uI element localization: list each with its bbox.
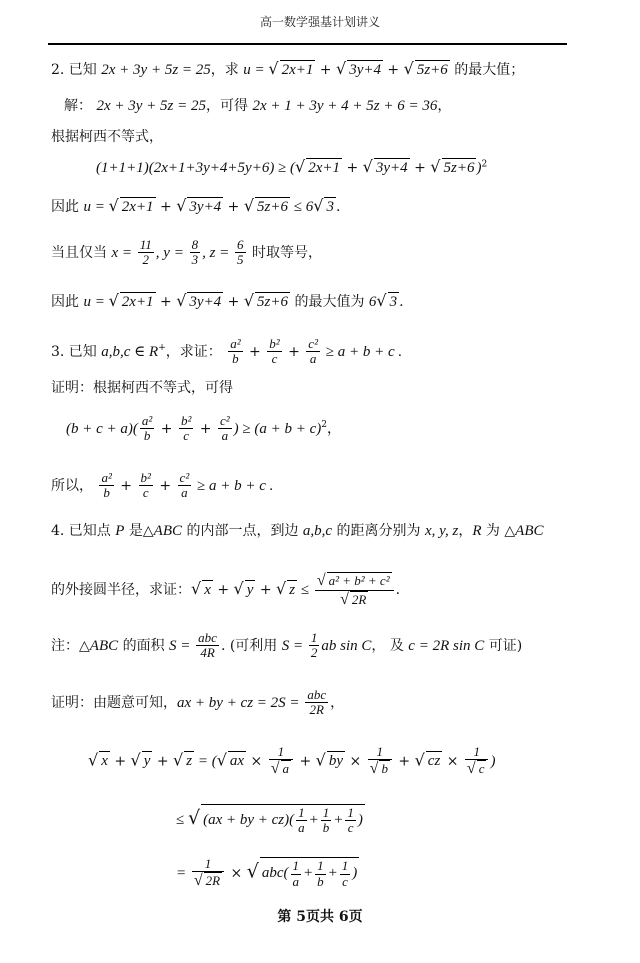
problem4-proof-intro: 证明：由题意可知，ax + by + cz = 2S = $\frac{\text{abc}}{2R}$ ，: [51, 687, 345, 718]
problem4-note: 注：△ABC 的面积 S = $\frac{\text{abc}}{4R}$ . (可利用 S = $\frac{1}{2}$ ab sin C， 及 c = 2R sin C 可证): [51, 630, 523, 661]
problem3-conclusion: 所以， $\frac{\text{a²}}{b}$ + $\frac{\text{b²}}{c}$ + $\frac{\text{c²}}{a}$ ≥ a + b + c .: [51, 470, 274, 501]
problem2-cauchy-inequality: (1+1+1)(2x+1+3y+4+5y+6) ≥ (√ 2x+1 + √ 3y+4 + √ 5z+6 )$^2$: [96, 157, 488, 176]
problem4-step1: √ x + √ y + √ z = (√ ax × $\frac{1}{√ a}$ + √ by × $\frac{1}{√ b}$ + √ cz × $\frac{1}{√ c}$ ): [88, 744, 496, 778]
problem3-cauchy-inequality: (b + c + a)( $\frac{\text{a²}}{b}$ + $\frac{\text{b²}}{c}$ + $\frac{\text{c²}}{a}$ ) ≥ $(a + b + c)^2$，: [66, 413, 342, 444]
problem2-statement: 2. 已知 2x + 3y + 5z = 25，求 u = √ 2x+1 + √ 3y+4 + √ 5z+6 的最大值；: [51, 59, 525, 78]
problem4-step3: = $\frac{1}{√ 2R}$ × √ abc( $\frac{1}{a}$ + $\frac{1}{b}$ + $\frac{1}{c}$ ): [176, 856, 358, 890]
problem4-statement-line2: 的外接圆半径，求证：√ x + √ y + √ z ≤ $\frac{\text{√ a² + b² + c²}}{√ 2R}$ .: [51, 572, 401, 608]
problem2-hence-bound: 因此 u = √ 2x+1 + √ 3y+4 + √ 5z+6 ≤ 6√ 3 .: [51, 196, 341, 215]
page-footer: 第 5页共 6页: [277, 909, 363, 925]
problem4-statement-line1: 4. 已知点 P 是△ABC 的内部一点，到边 a,b,c 的距离分别为 x, y, z，R 为 △ABC: [51, 523, 544, 539]
problem4-step2: ≤ √ (ax + by + cz)( $\frac{1}{a}$ + $\frac{1}{b}$ + $\frac{1}{c}$ ): [176, 805, 363, 836]
page-header: 高一数学强基计划讲义: [259, 15, 380, 29]
problem2-cauchy-text: 根据柯西不等式，: [51, 129, 163, 145]
problem3-statement: 3. 已知 a,b,c ∈ R+，求证： $\frac{\text{a²}}{b}$ + $\frac{\text{b²}}{c}$ + $\frac{\text{c²}}{a}$ ≥ a + b + c .: [51, 336, 403, 367]
header-rule: [48, 43, 567, 45]
problem2-solution: 解： 2x + 3y + 5z = 25，可得 2x + 1 + 3y + 4 + 5z + 6 = 36，: [64, 98, 452, 114]
problem3-proof-intro: 证明：根据柯西不等式，可得: [51, 380, 233, 396]
problem2-equality-condition: 当且仅当 x = $\frac{11}{2}$ , y = $\frac{8}{3}$ , z = $\frac{6}{5}$ 时取等号，: [51, 237, 322, 268]
problem2-max-value: 因此 u = √ 2x+1 + √ 3y+4 + √ 5z+6 的最大值为 6√ 3 .: [51, 291, 404, 310]
